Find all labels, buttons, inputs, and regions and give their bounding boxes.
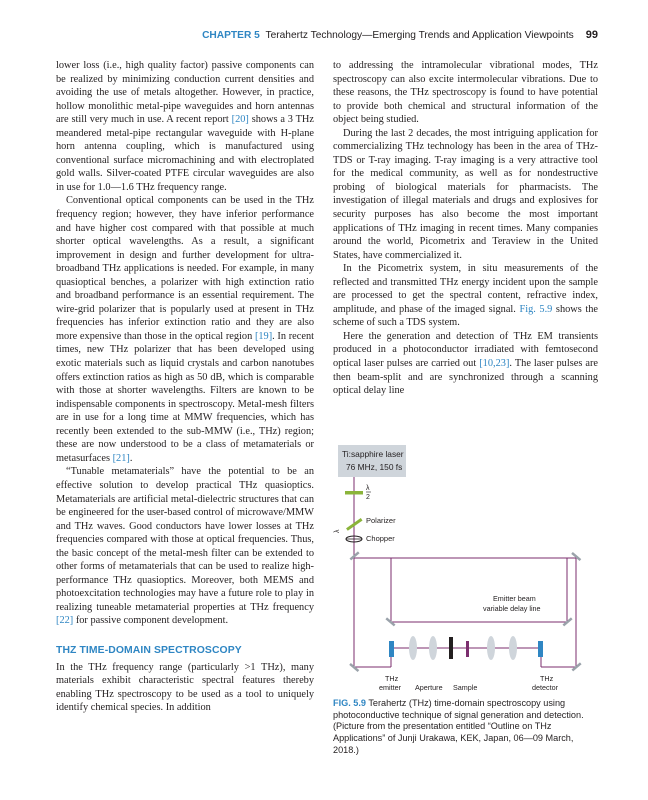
paragraph: Conventional optical components can be used in the THz frequency region; however, they have inferior performance and have higher cost compared with that possible at much shorter optical wavelengths. As a result, a significant improvement in design and further development for ultra-broadband THz applications is needed. For example, in many quasioptical benches, a polarizer with high extinction ratio and broadband performance is an essential requirement. The wire-grid polarizer that is popularly used at present in THz frequencies has inferior extinction ratio and they are also more expensive than those in the optical region [19]. In recent times, new THz polarizer that has been developed using exotic materials such as liquid crystals and carbon nanotubes offers extinction ratios as high as 50 dB, which is comparable with those at shorter wavelengths. Filters are known to be indispensable components in spectroscopy. Metal-mesh filters are in use for a long time at MMW frequencies, which has recently been extended to the sub-MMW (i.e., THz) region; these are now understood to be a class of metamaterials or metasurfaces [21].	[56, 195, 314, 464]
paragraph: to addressing the intramolecular vibrational modes, THz spectroscopy can also excite intermolecular vibrations. Due to these reasons, the THz spectroscopy is found to have potential to provide both chemical and structural information of the object being studied.	[333, 60, 598, 126]
running-header	[56, 29, 598, 41]
detector-label: detector	[532, 683, 558, 692]
chapter-label: CHAPTER 5	[202, 30, 260, 41]
page-number: 99	[585, 29, 598, 41]
half-wave-plate	[345, 491, 363, 495]
emitter-label: THz	[385, 674, 399, 683]
paragraph: During the last 2 decades, the most intriguing application for commercializing THz technology has been in the area of THz-TDS or T-ray imaging. T-ray imaging is a very attractive tool for the medical community, as well as for nondestructive probing of biological materials for pharmacists. The investigation of illegal materials and drugs and explosives for security purposes has also become the most important applications of THz imaging in recent times. Many companies around the world, Picometrix and Teraview in the United States, have commercialized it.	[333, 127, 598, 261]
beam-path	[354, 477, 576, 667]
paragraph: In the THz frequency range (particularly >1 THz), many materials exhibit characteristic spectral features thereby enabling THz spectroscopy to be used as a tool to uniquely identify chemical species. In addition	[56, 661, 314, 714]
figure-caption: FIG. 5.9 Terahertz (THz) time-domain spectroscopy using photoconductive technique of signal generation and detection. (Picture from the presentation entitled “Outline on THz Applications” of Junji Urakawa, KEK, Japan, 06—09 March, 2018.)	[333, 698, 584, 755]
delay-line-label: Emitter beam	[493, 594, 536, 603]
figure-label: FIG. 5.9	[333, 698, 366, 708]
laser-label: Ti:sapphire laser	[342, 449, 404, 459]
aperture-label: Aperture	[415, 683, 443, 692]
chopper-label: Chopper	[366, 534, 395, 543]
paragraph: In the Picometrix system, in situ measurements of the reflected and transmitted THz energy incident upon the sample are processed to get the spectral content, refractive index, amplitude, and phase of the imaged signal. Fig. 5.9 shows the scheme of such a TDS system.	[333, 263, 598, 329]
paragraph: “Tunable metamaterials” have the potential to be an effective solution to develop practical THz quasioptics. Metamaterials are artificial metal-dielectric structures that can be engineered for the user-based control of microwave/MMW and THz waves. Good conductors have lower losses at THz frequencies compared with those at optical frequencies. Thus, the basic concept of the metal-mesh filter can be extended to other forms of metamaterials that can be used to realize high-performance THz quasioptics. Moreover, both MEMS and photoexcitation technologies may have a future role to play in realizing tuneable metamaterial properties at THz frequency [22] for passive component development.	[56, 466, 314, 627]
paragraph: Here the generation and detection of THz EM transients produced in a photoconductor irradiated with femtosecond optical laser pulses are carried out [10,23]. The laser pulses are then beam-split and are synchronized through a scanning optical delay line	[333, 330, 598, 397]
detector-label: THz	[540, 674, 554, 683]
figure-thz-tds-scheme	[333, 441, 598, 695]
laser-spec: 76 MHz, 150 fs	[346, 462, 403, 472]
polarizer-label: Polarizer	[366, 516, 396, 525]
mirrors	[349, 551, 581, 672]
right-column	[333, 59, 598, 398]
left-column	[56, 59, 314, 715]
citation-link[interactable]: [20]	[231, 114, 249, 126]
figure-reference-link[interactable]: Fig. 5.9	[519, 303, 553, 315]
delay-line-label: variable delay line	[483, 604, 541, 613]
citation-link[interactable]: [21]	[112, 452, 130, 464]
tds-diagram	[333, 441, 598, 695]
section-heading: THZ TIME-DOMAIN SPECTROSCOPY	[56, 644, 242, 656]
citation-link[interactable]: [22]	[56, 615, 74, 627]
waveplate-label: λ	[366, 485, 370, 492]
emitter-label: emitter	[379, 683, 401, 692]
citation-link[interactable]: [10,23]	[479, 358, 510, 370]
paragraph: lower loss (i.e., high quality factor) passive components can be realized by minimizing conduction current densities and avoiding the use of metals altogether. However, in practice, hollow monolithic metal-pipe waveguides and horn antennas are still very much in use. A recent report [20] shows a 3 THz meandered metal-pipe rectangular waveguide with H-plane horn antenna coupling, which is manufactured using conventional surface micromachining and with electroplated gold walls. Silver-coated PTFE circular waveguides are also in use for 1.0—1.6 THz frequency range.	[56, 60, 314, 193]
sample-label: Sample	[453, 683, 478, 692]
chapter-title: Terahertz Technology—Emerging Trends and Application Viewpoints	[265, 30, 574, 41]
waveplate-label: λ	[334, 529, 341, 533]
waveplate-label: 2	[366, 494, 370, 501]
citation-link[interactable]: [19]	[254, 330, 273, 342]
